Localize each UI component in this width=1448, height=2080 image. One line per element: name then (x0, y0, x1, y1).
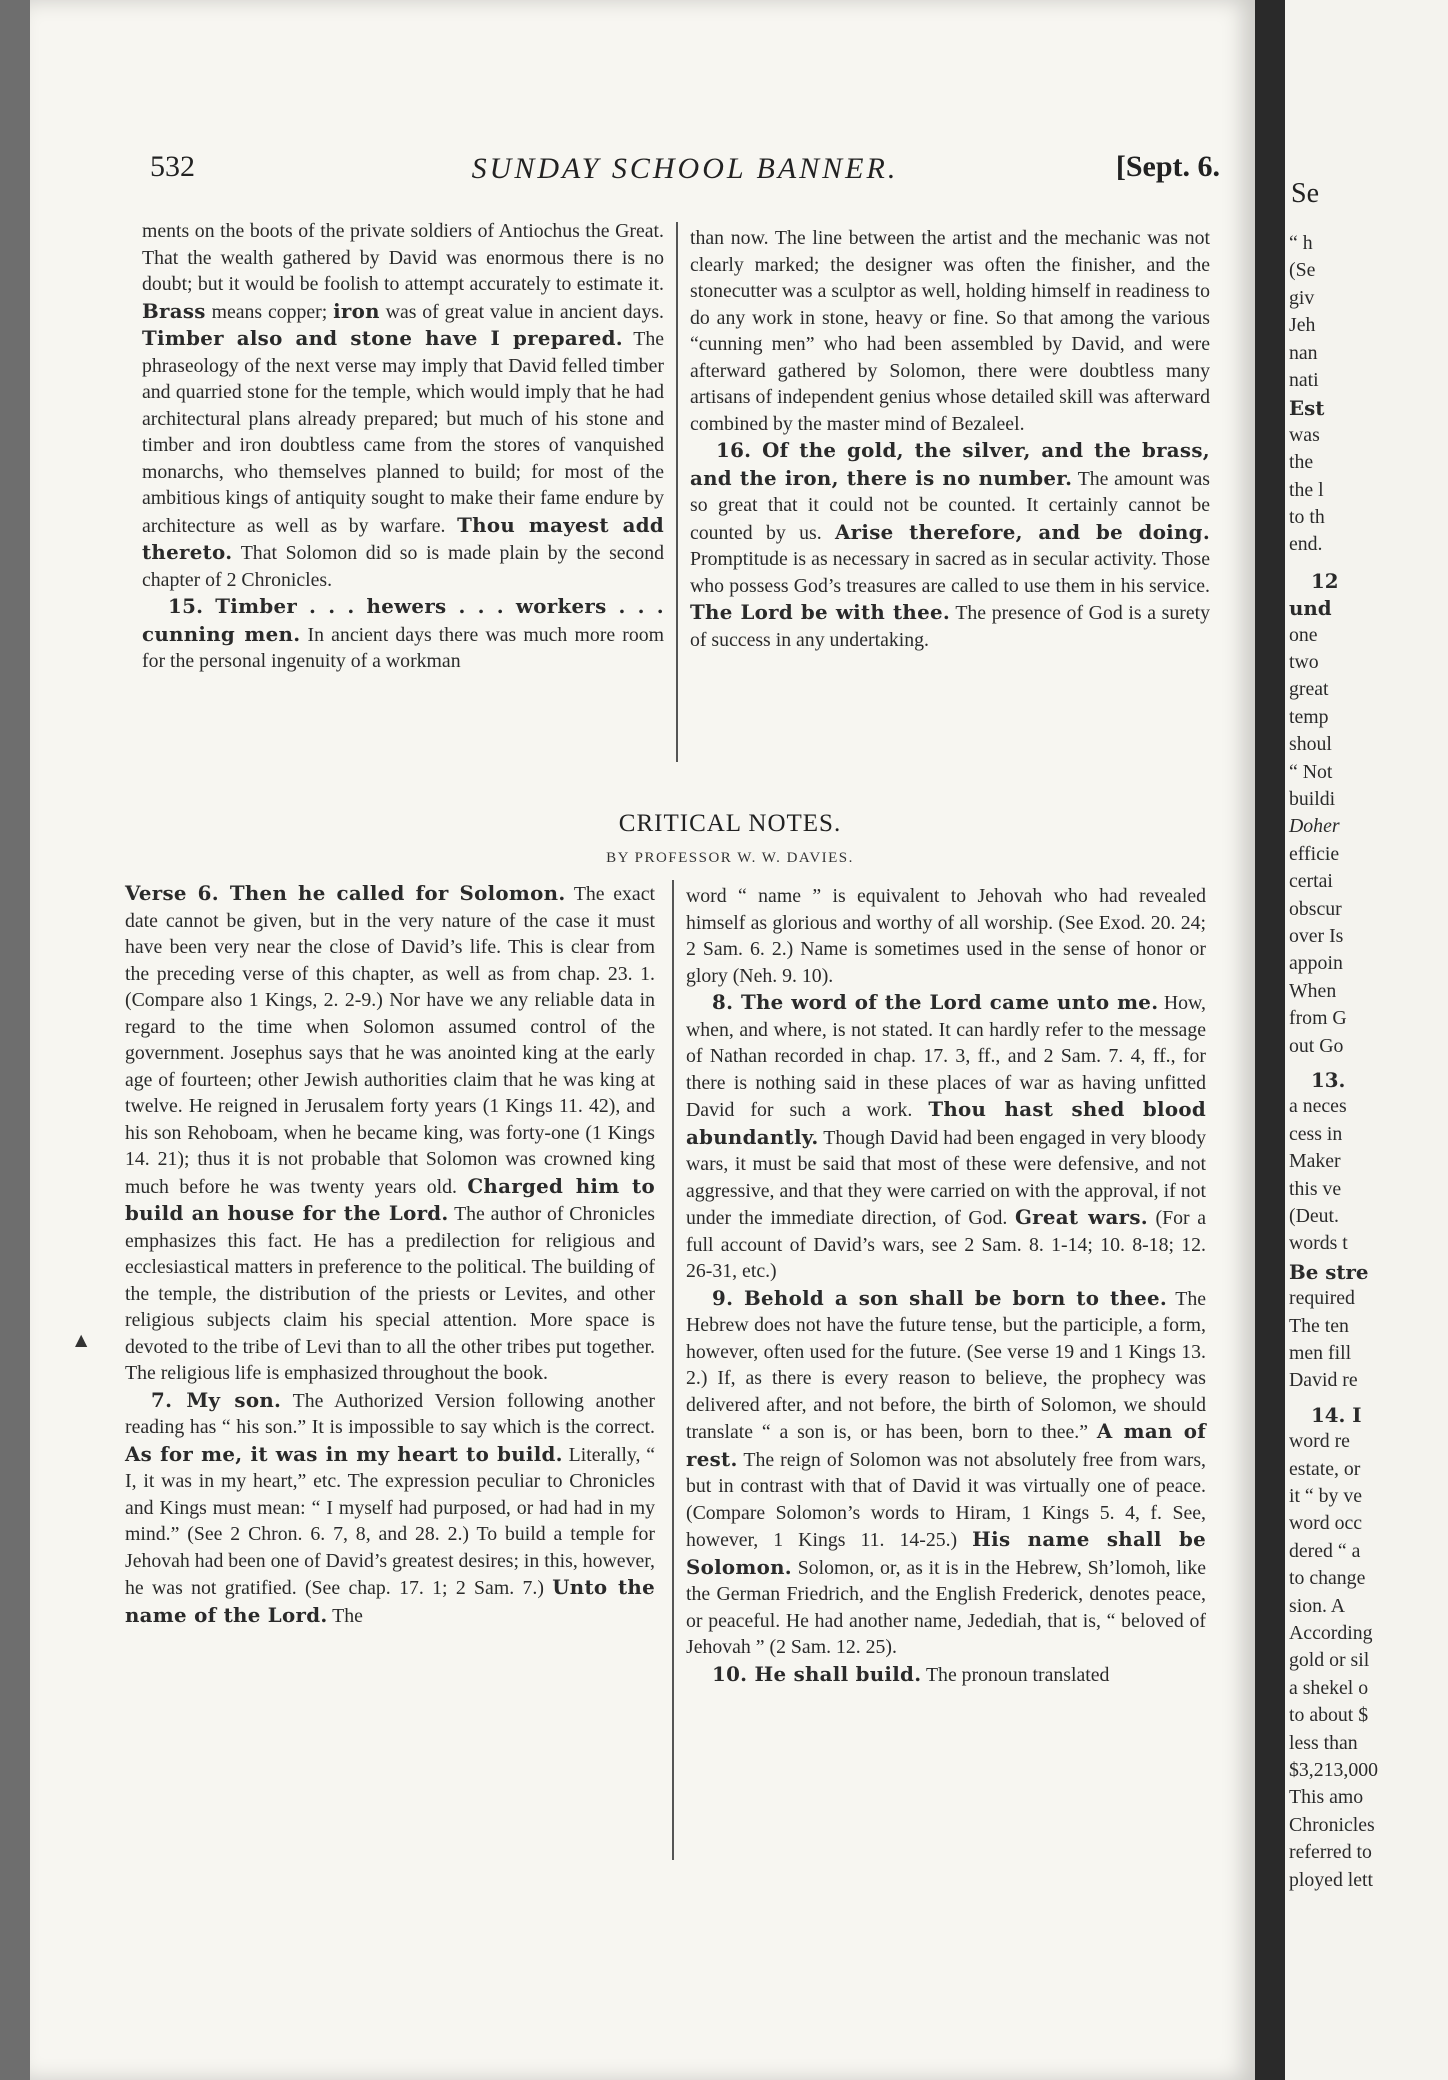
paragraph: Verse 6. Then he called for Solomon. The exact date cannot be given, but in the very nature of the case it must have been very near the close of David’s life. This is clear from the preceding verse of this chapter, as well as from chap. 23. 1. (Compare also 1 Kings, 2. 2-9.) Nor have we any reliable data in regard to the time when Solomon assumed control of the government. Josephus says that he was anointed king at the early age of fourteen; other Jewish authorities claim that he was king at twelve. He reigned in Jerusalem forty years (1 Kings 11. 42), and his son Rehoboam, when he became king, was forty-one (1 Kings 14. 21); thus it is not probable that Solomon was crowned king much before he was twenty years old. Charged him to build an house for the Lord. The author of Chronicles emphasizes this fact. He has a predilection for religious and ecclesiastical matters in preference to the political. The building of the temple, the distribution of the priests or Levites, and other religious subjects claim his special attention. More space is devoted to the tribe of Levi than to all the other tribes put together. The religious life is emphasized throughout the book. (125, 881, 655, 1384)
right-page-line: it “ by ve (1289, 1485, 1363, 1507)
right-page-line: referred to (1289, 1841, 1372, 1864)
right-page-line: this ve (1289, 1177, 1342, 1200)
header-date: [Sept. 6. (1115, 150, 1220, 183)
right-page-line: to change (1289, 1567, 1366, 1590)
paragraph: 8. The word of the Lord came unto me. How, when, and where, is not stated. It can hardly refer to the message of Nathan recorded in chap. 17. 3, ff., and 2 Sam. 7. 4, ff., for there is nothing said in these places of war as having unfitted David for such a work. Thou hast shed blood abundantly. Though David had been engaged in very bloody wars, it must be said that most of these were defensive, and not aggressive, and that they were carried on with the approval, if not under the immediate direction, of God. Great wars. (For a full account of David’s wars, see 2 Sam. 8. 1-14; 10. 8-18; 12. 26-31, etc.) (686, 990, 1206, 1282)
right-page-line: word occ (1289, 1512, 1363, 1535)
column-rule (672, 880, 674, 1860)
right-page-line: great (1289, 678, 1329, 701)
right-page-line: The ten (1289, 1314, 1349, 1337)
column-rule (676, 222, 678, 762)
right-page-line: out Go (1289, 1034, 1344, 1057)
right-page-line: dered “ a (1289, 1539, 1361, 1562)
right-page-line: the l (1289, 478, 1324, 501)
commentary-column-left (142, 218, 664, 675)
right-page-line: Doher (1289, 815, 1340, 838)
paragraph: ments on the boots of the private soldiers of Antiochus the Great. That the wealth gathered by David was enormous there is no doubt; but it would be foolish to attempt accurately to estimate it. Brass means copper; iron was of great value in ancient days. Timber also and stone have I prepared. The phraseology of the next verse may imply that David felled timber and quarried stone for the temple, which would imply that he had architectural plans already prepared; but much of his stone and timber and iron doubtless came from the stores of vanquished monarchs, who themselves planned to build; for most of the ambitious kings of antiquity sought to make their fame endure by architecture as well as by warfare. Thou mayest add thereto. That Solomon did so is made plain by the second chapter of 2 Chronicles. (142, 220, 664, 591)
right-page-line: appoin (1289, 952, 1343, 975)
right-page-line: words t (1289, 1232, 1348, 1255)
right-page-line: 14. I (1311, 1402, 1362, 1427)
paragraph: 15. Timber . . . hewers . . . workers . . . cunning men. In ancient days there was much more room for the personal ingenuity of a workman (142, 594, 664, 672)
right-page-line: Est (1289, 396, 1325, 421)
right-page (1285, 0, 1448, 2080)
right-page-line: (Se (1289, 259, 1316, 282)
right-page-line: “ Not (1289, 760, 1333, 783)
right-page-line: one (1289, 623, 1318, 646)
right-page-line: from G (1289, 1007, 1347, 1030)
right-page-line: nan (1289, 341, 1318, 364)
page-number: 532 (150, 150, 195, 183)
paragraph: 10. He shall build. The pronoun translated (712, 1661, 1110, 1686)
right-page-line: to about $ (1289, 1704, 1369, 1727)
running-title: SUNDAY SCHOOL BANNER. (471, 152, 899, 185)
right-page-line: less than (1289, 1731, 1358, 1754)
book-gutter (1255, 0, 1285, 2080)
right-page-line: (Deut. (1289, 1205, 1339, 1227)
critical-notes-column-right (686, 883, 1206, 1688)
right-page-line: men fill (1289, 1342, 1352, 1364)
paragraph: 16. Of the gold, the silver, and the brass, and the iron, there is no number. The amount was so great that it could not be counted. It certainly cannot be counted by us. Arise therefore, and be doing. Promptitude is as necessary in sacred as in secular activity. Those who possess God’s treasures are called to use them in his service. The Lord be with thee. The presence of God is a surety of success in any undertaking. (690, 438, 1210, 651)
right-page-line: required (1289, 1287, 1355, 1310)
right-page-line: temp (1289, 705, 1329, 728)
right-page-line: gold or sil (1289, 1649, 1370, 1672)
right-page-line: over Is (1289, 925, 1344, 947)
right-page-line: nati (1289, 369, 1319, 391)
section-heading: CRITICAL NOTES. (618, 810, 842, 837)
right-page-line: When (1289, 979, 1337, 1002)
right-page-line: 12 (1311, 568, 1339, 593)
right-page-line: to th (1289, 506, 1325, 528)
right-page-line: shoul (1289, 733, 1332, 756)
right-page-line: According (1289, 1622, 1373, 1644)
right-page-line: “ h (1289, 232, 1313, 254)
right-page-line: a neces (1289, 1095, 1347, 1118)
right-page-line: word re (1289, 1430, 1350, 1453)
right-page-line: David re (1289, 1369, 1358, 1392)
right-page-line: Jeh (1289, 314, 1316, 337)
right-page-line: buildi (1289, 788, 1336, 810)
paragraph: 9. Behold a son shall be born to thee. The Hebrew does not have the future tense, but the participle, a form, however, often used for the future. (See verse 19 and 1 Kings 13. 2.) If, as there is every reason to believe, the prophecy was delivered after, and not before, the birth of Solomon, we should translate “ a son is, or has been, born to thee.” A man of rest. The reign of Solomon was not absolutely free from wars, but in contrast with that of David it was virtually one of peace. (Compare Solomon’s words to Hiram, 1 Kings 5. 4, f. See, however, 1 Kings 11. 14-25.) His name shall be Solomon. Solomon, or, as it is in the Hebrew, Sh’lomoh, like the German Friedrich, and the English Frederick, denotes peace, or peaceful. He had another name, Jedediah, that is, “ beloved of Jehovah ” (2 Sam. 12. 25). (686, 1285, 1207, 1658)
right-page-line: two (1289, 651, 1319, 673)
right-page-line: ployed lett (1289, 1868, 1374, 1891)
paragraph: 7. My son. The Authorized Version following another reading has “ his son.” It is impossible to say which is the correct. As for me, it was in my heart to build. Literally, “ I, it was in my heart,” etc. The expression peculiar to Chronicles and Kings must mean: “ I myself had purposed, or had had in my mind.” (See 2 Chron. 6. 7, 8, and 28. 2.) To build a temple for Jehovah had been one of David’s greatest desires; in this, however, he was not gratified. (See chap. 17. 1; 2 Sam. 7.) Unto the name of the Lord. The (125, 1387, 655, 1627)
right-page-line: giv (1289, 286, 1315, 309)
paragraph: word “ name ” is equivalent to Jehovah who had revealed himself as glorious and worthy of all worship. (See Exod. 20. 24; 2 Sam. 6. 2.) Name is sometimes used in the sense of honor or glory (Neh. 9. 10). (686, 885, 1206, 987)
right-page-line: was (1289, 423, 1320, 446)
right-page-line: 13. (1311, 1068, 1346, 1092)
critical-notes-column-left (125, 880, 655, 1629)
right-page-line: the (1289, 451, 1314, 474)
right-page-line: efficie (1289, 842, 1340, 865)
right-page-line: obscur (1289, 897, 1342, 920)
right-page-line: und (1289, 596, 1332, 621)
right-page-line: $3,213,000 (1289, 1759, 1379, 1781)
right-page-line: Be stre (1289, 1259, 1369, 1284)
right-page-line: estate, or (1289, 1457, 1361, 1480)
margin-mark: ▲ (75, 1330, 88, 1349)
right-page-header: Se (1291, 178, 1319, 209)
right-page-line: sion. A (1289, 1594, 1346, 1617)
right-page-line: certai (1289, 870, 1333, 893)
right-page-line: Maker (1289, 1150, 1341, 1173)
right-page-line: Chronicles (1289, 1813, 1375, 1836)
right-page-line: a shekel o (1289, 1676, 1369, 1699)
byline: BY PROFESSOR W. W. DAVIES. (606, 850, 854, 866)
right-page-line: This amo (1289, 1786, 1364, 1809)
right-page-line: cess in (1289, 1122, 1343, 1145)
page-header (150, 150, 1220, 194)
paragraph: than now. The line between the artist and the mechanic was not clearly marked; the designer was often the finisher, and the stonecutter was a sculptor as well, holding himself in readiness to do any work in stone, heavy or fine. So that among the various “cunning men” who had been assembled by David, and were afterward gathered by Solomon, there were doubtless many artisans of independent genius whose detailed skill was afterward combined by the master mind of Bezaleel. (690, 227, 1210, 435)
commentary-column-right (690, 225, 1210, 653)
right-page-line: end. (1289, 533, 1323, 556)
